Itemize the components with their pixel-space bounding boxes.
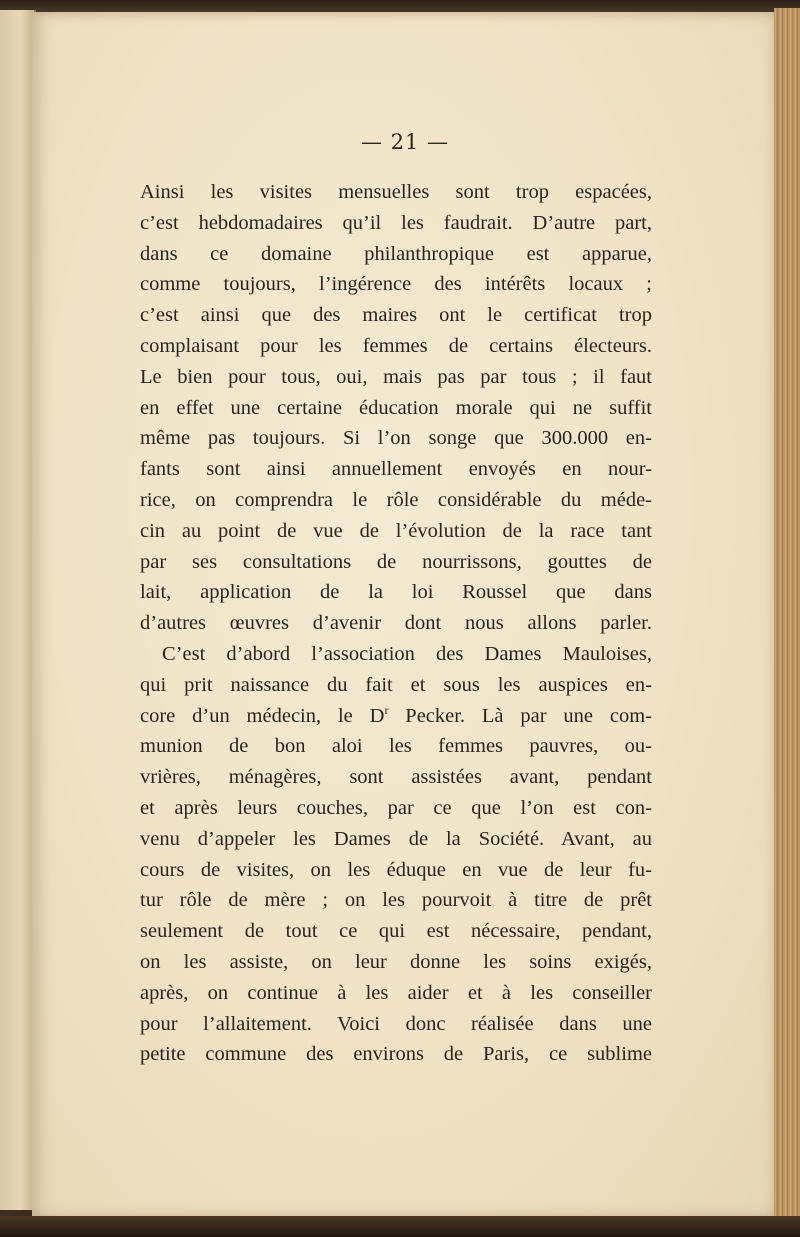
text-line: venu d’appeler les Dames de la Société. Avant, au <box>140 827 652 850</box>
text-line: même pas toujours. Si l’on songe que 300.000 en- <box>140 427 652 450</box>
text-line: seulement de tout ce qui est nécessaire, pendant, <box>140 920 652 943</box>
book-page <box>32 12 778 1218</box>
superscript: r <box>384 702 389 717</box>
left-page-edge <box>0 10 36 1210</box>
text-line: vrières, ménagères, sont assistées avant, pendant <box>140 766 652 789</box>
text-line: Ainsi les visites mensuelles sont trop espacées, <box>140 181 652 203</box>
text-line: cin au point de vue de l’évolution de la race tant <box>140 519 652 542</box>
text-line: rice, on comprendra le rôle considérable du méde- <box>140 488 652 511</box>
text-segment: core d’un médecin, le D <box>140 704 385 727</box>
text-line: complaisant pour les femmes de certains électeurs. <box>140 334 652 357</box>
text-line: c’est ainsi que des maires ont le certificat trop <box>140 304 652 327</box>
text-line: tur rôle de mère ; on les pourvoit à titre de prêt <box>140 889 652 912</box>
text-line: dans ce domaine philanthropique est apparue, <box>140 242 652 265</box>
text-line: après, on continue à les aider et à les conseiller <box>140 981 652 1004</box>
text-line: C’est d’abord l’association des Dames Mauloises, <box>162 642 652 665</box>
text-line: munion de bon aloi les femmes pauvres, ou- <box>140 735 652 758</box>
text-line: on les assiste, on leur donne les soins exigés, <box>140 950 652 973</box>
body-text <box>140 177 652 1070</box>
text-line: Le bien pour tous, oui, mais pas par tous ; il faut <box>140 365 652 388</box>
page-number: — 21 — <box>360 130 450 154</box>
text-line: c’est hebdomadaires qu’il les faudrait. D’autre part, <box>140 211 652 234</box>
text-line: qui prit naissance du fait et sous les auspices en- <box>140 673 652 696</box>
text-line: lait, application de la loi Roussel que dans <box>140 581 652 604</box>
text-line: en effet une certaine éducation morale qui ne suffit <box>140 396 652 419</box>
text-line: petite commune des environs de Paris, ce sublime <box>140 1043 652 1066</box>
page-edges <box>774 8 800 1223</box>
text-line-doctor <box>140 701 652 732</box>
text-line: par ses consultations de nourrissons, gouttes de <box>140 550 652 573</box>
bottom-binding <box>0 1216 800 1237</box>
text-line: pour l’allaitement. Voici donc réalisée dans une <box>140 1012 652 1035</box>
text-line: comme toujours, l’ingérence des intérêts locaux ; <box>140 273 652 296</box>
text-segment: Pecker. Là par une com- <box>388 704 652 727</box>
text-line: cours de visites, on les éduque en vue de leur fu- <box>140 858 652 881</box>
text-line: et après leurs couches, par ce que l’on est con- <box>140 796 652 819</box>
text-line: fants sont ainsi annuellement envoyés en nour- <box>140 458 652 481</box>
text-line: d’autres œuvres d’avenir dont nous allons parler. <box>140 612 652 635</box>
